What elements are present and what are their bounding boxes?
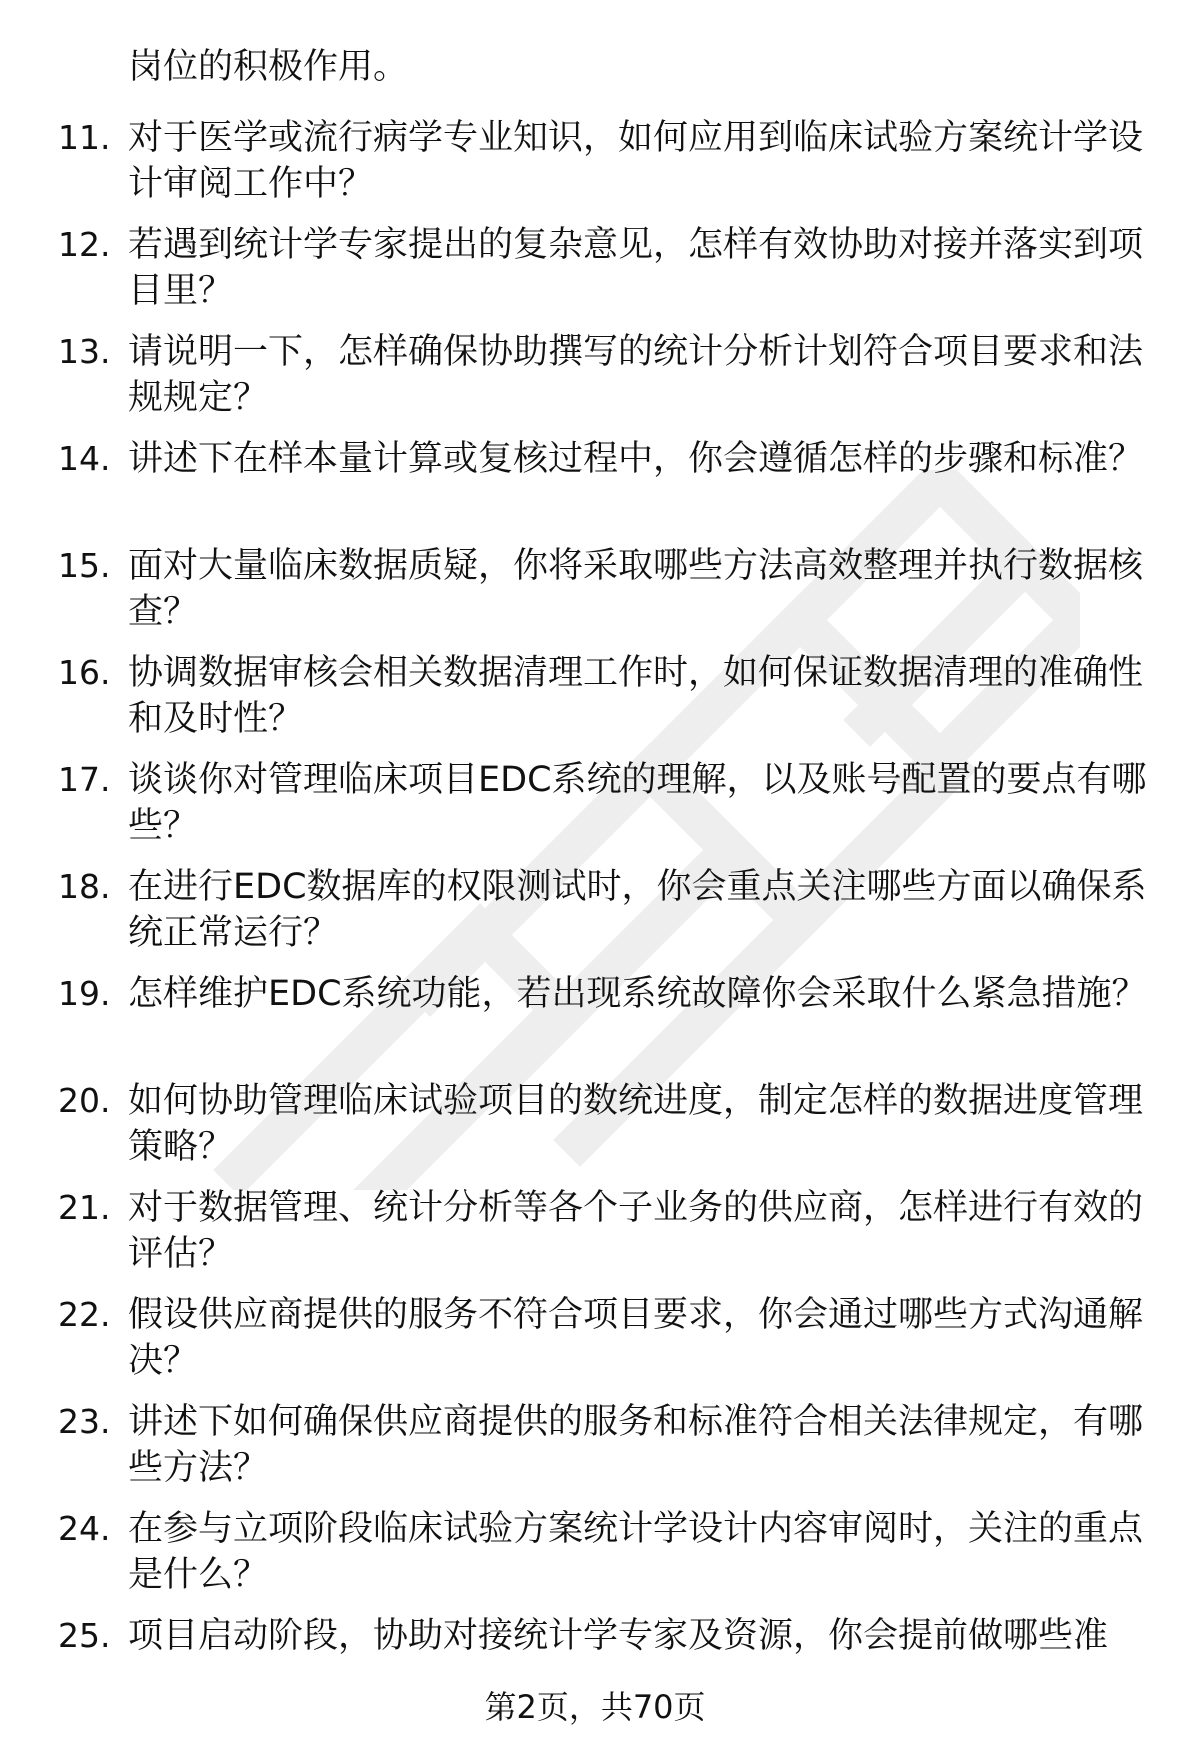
question-number: 16. [58,653,111,692]
question-text: 怎样维护EDC系统功能，若出现系统故障你会采取什么紧急措施？ [128,974,1147,1014]
list-item [0,1292,1190,1399]
question-text: 假设供应商提供的服务不符合项目要求，你会通过哪些方式沟通解决？ [128,1295,1144,1381]
question-number: 11. [58,118,111,157]
question-number: 25. [58,1616,111,1655]
question-number: 13. [58,332,111,371]
list-item [0,650,1190,757]
list-item [0,1185,1190,1292]
list-item [0,543,1190,650]
question-text: 在参与立项阶段临床试验方案统计学设计内容审阅时，关注的重点是什么？ [128,1509,1144,1595]
question-text: 项目启动阶段，协助对接统计学专家及资源，你会提前做哪些准 [128,1616,1109,1656]
list-item [0,436,1190,543]
question-number: 19. [58,974,111,1013]
question-text: 若遇到统计学专家提出的复杂意见，怎样有效协助对接并落实到项目里？ [128,225,1144,311]
list-item [0,1506,1190,1613]
question-text: 面对大量临床数据质疑，你将采取哪些方法高效整理并执行数据核查？ [128,546,1144,632]
list-item [0,1399,1190,1506]
list-item [0,971,1190,1078]
question-number: 18. [58,867,111,906]
question-text: 协调数据审核会相关数据清理工作时，如何保证数据清理的准确性和及时性？ [128,653,1144,739]
question-list [0,115,1190,1720]
question-text: 如何协助管理临床试验项目的数统进度，制定怎样的数据进度管理策略？ [128,1081,1144,1167]
list-item [0,222,1190,329]
question-text: 谈谈你对管理临床项目EDC系统的理解，以及账号配置的要点有哪些？ [128,760,1147,846]
question-number: 12. [58,225,111,264]
question-number: 20. [58,1081,111,1120]
question-number: 14. [58,439,111,478]
question-number: 22. [58,1295,111,1334]
question-number: 23. [58,1402,111,1441]
question-text: 在进行EDC数据库的权限测试时，你会重点关注哪些方面以确保系统正常运行？ [128,867,1147,953]
question-text: 讲述下如何确保供应商提供的服务和标准符合相关法律规定，有哪些方法？ [128,1402,1144,1488]
question-text: 讲述下在样本量计算或复核过程中，你会遵循怎样的步骤和标准？ [128,439,1144,479]
list-item [0,757,1190,864]
question-text: 请说明一下，怎样确保协助撰写的统计分析计划符合项目要求和法规规定？ [128,332,1144,418]
question-number: 24. [58,1509,111,1548]
list-item [0,1078,1190,1185]
question-number: 17. [58,760,111,799]
question-text: 对于医学或流行病学专业知识，如何应用到临床试验方案统计学设计审阅工作中？ [128,118,1144,204]
list-item [0,115,1190,222]
list-item [0,864,1190,971]
question-number: 15. [58,546,111,585]
continuation-text: 岗位的积极作用。 [128,47,409,87]
question-text: 对于数据管理、统计分析等各个子业务的供应商，怎样进行有效的评估？ [128,1188,1144,1274]
page-footer: 第2页，共70页 [484,1688,706,1726]
question-number: 21. [58,1188,111,1227]
list-item [0,329,1190,436]
